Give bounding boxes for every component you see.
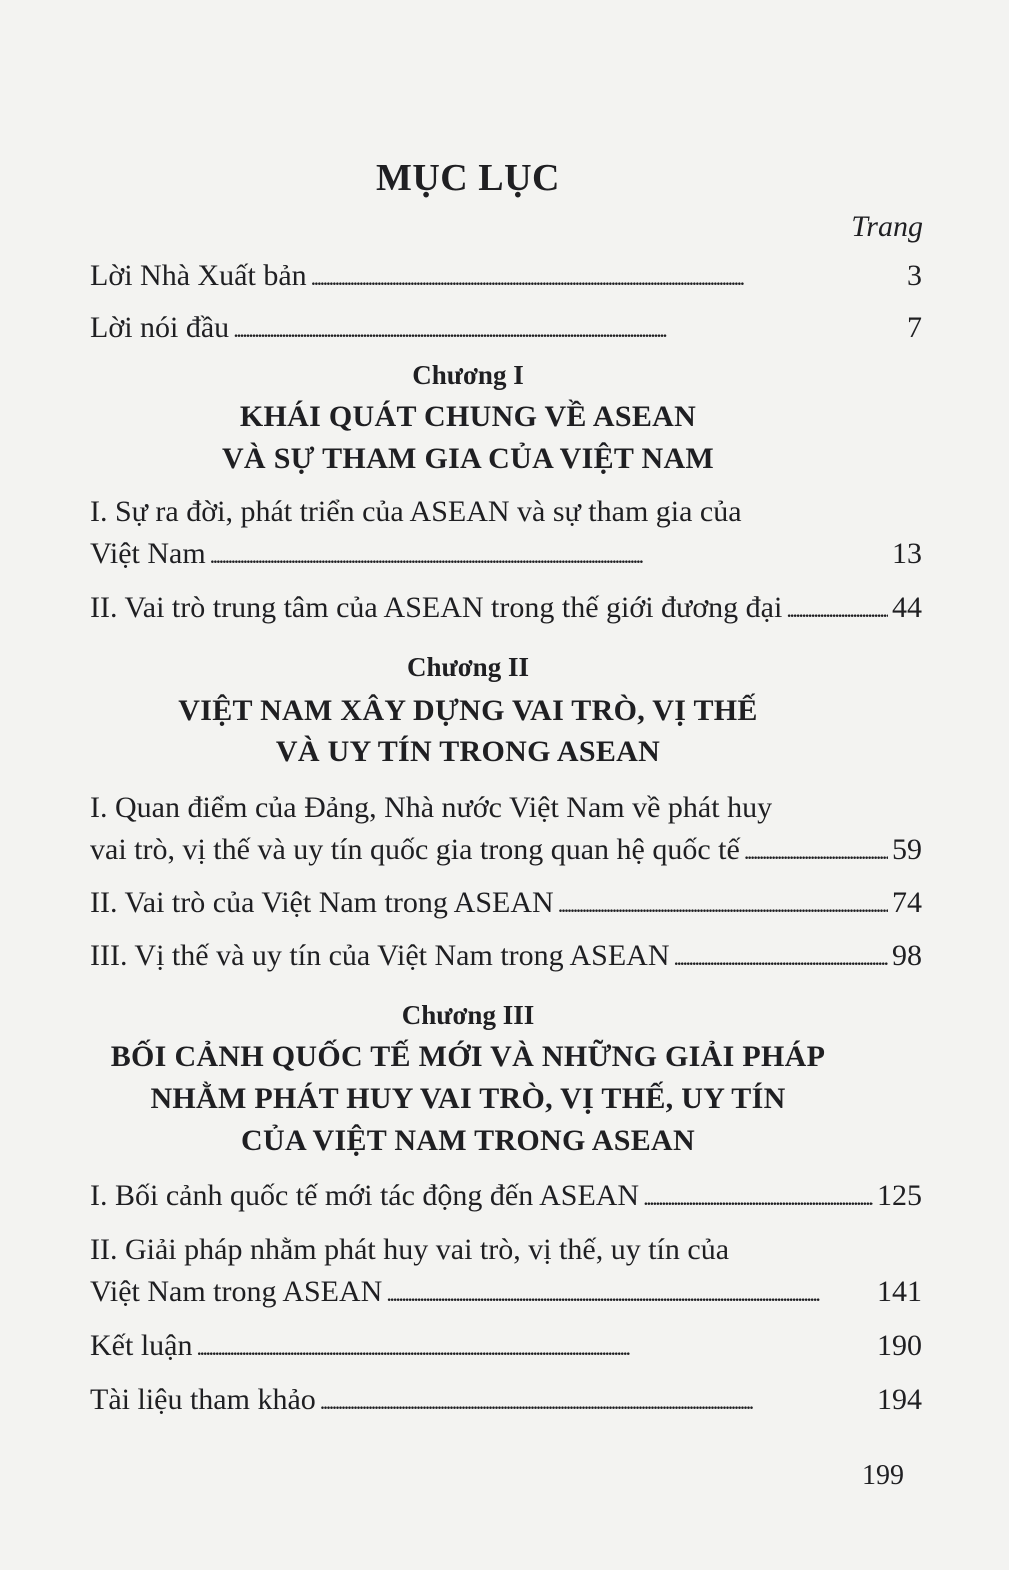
chapter-number: Chương I [412, 360, 524, 390]
chapter-number: Chương III [401, 1000, 535, 1030]
toc-entry [90, 1274, 922, 1312]
entry-page: 44 [892, 591, 922, 624]
toc-entry [90, 938, 922, 976]
leader-dots [320, 1382, 873, 1420]
page-number: 199 [862, 1460, 904, 1491]
leader-dots [558, 885, 888, 923]
chapter-number: Chương II [407, 652, 529, 682]
leader-dots [674, 938, 889, 976]
leader-dots [386, 1274, 873, 1312]
entry-page: 74 [892, 886, 922, 919]
toc-entry [90, 885, 922, 923]
leader-dots [744, 832, 888, 870]
leader-dots [233, 310, 903, 348]
entry-label: II. Vai trò của Việt Nam trong ASEAN [90, 886, 554, 919]
entry-label: I. Sự ra đời, phát triển của ASEAN và sự tham gia của [90, 495, 742, 528]
chapter-heading: BỐI CẢNH QUỐC TẾ MỚI VÀ NHỮNG GIẢI PHÁP [110, 1040, 826, 1073]
toc-entry [90, 258, 922, 296]
toc-entry [90, 1178, 922, 1216]
chapter-heading: VÀ SỰ THAM GIA CỦA VIỆT NAM [221, 442, 715, 475]
leader-dots [786, 590, 888, 628]
chapter-heading: VÀ UY TÍN TRONG ASEAN [275, 735, 661, 768]
entry-label: II. Giải pháp nhằm phát huy vai trò, vị thế, uy tín của [90, 1233, 730, 1266]
entry-page: 13 [892, 537, 922, 570]
leader-dots [210, 536, 888, 574]
toc-entry [90, 1382, 922, 1420]
page-column-label: Trang [851, 210, 923, 243]
entry-label: Lời Nhà Xuất bản [90, 259, 307, 292]
entry-label: vai trò, vị thế và uy tín quốc gia trong quan hệ quốc tế [90, 833, 740, 866]
entry-page: 3 [907, 259, 922, 292]
toc-entry [90, 1328, 922, 1366]
entry-page: 141 [877, 1275, 922, 1308]
leader-dots [311, 258, 903, 296]
entry-page: 190 [877, 1329, 922, 1362]
entry-page: 125 [877, 1179, 922, 1212]
toc-entry [90, 536, 922, 574]
entry-label: I. Quan điểm của Đảng, Nhà nước Việt Nam về phát huy [90, 791, 773, 824]
entry-label: Kết luận [90, 1329, 193, 1362]
toc-entry [90, 590, 922, 628]
leader-dots [643, 1178, 873, 1216]
chapter-heading: VIỆT NAM XÂY DỰNG VAI TRÒ, VỊ THẾ [178, 694, 758, 727]
entry-label: II. Vai trò trung tâm của ASEAN trong thế giới đương đại [90, 591, 783, 624]
entry-page: 59 [892, 833, 922, 866]
chapter-heading: NHẰM PHÁT HUY VAI TRÒ, VỊ THẾ, UY TÍN [150, 1082, 786, 1115]
entry-label: III. Vị thế và uy tín của Việt Nam trong ASEAN [90, 939, 670, 972]
entry-label: Lời nói đầu [90, 311, 230, 344]
entry-page: 194 [877, 1383, 922, 1416]
entry-label: I. Bối cảnh quốc tế mới tác động đến ASEAN [90, 1179, 640, 1212]
toc-entry [90, 310, 922, 348]
entry-page: 98 [892, 939, 922, 972]
leader-dots [196, 1328, 873, 1366]
chapter-heading: CỦA VIỆT NAM TRONG ASEAN [241, 1124, 695, 1157]
chapter-heading: KHÁI QUÁT CHUNG VỀ ASEAN [239, 400, 697, 433]
entry-label: Tài liệu tham khảo [90, 1383, 316, 1416]
entry-page: 7 [907, 311, 922, 344]
toc-entry [90, 832, 922, 870]
entry-label: Việt Nam trong ASEAN [90, 1275, 383, 1308]
entry-label: Việt Nam [90, 537, 206, 570]
page-title: MỤC LỤC [376, 157, 560, 199]
